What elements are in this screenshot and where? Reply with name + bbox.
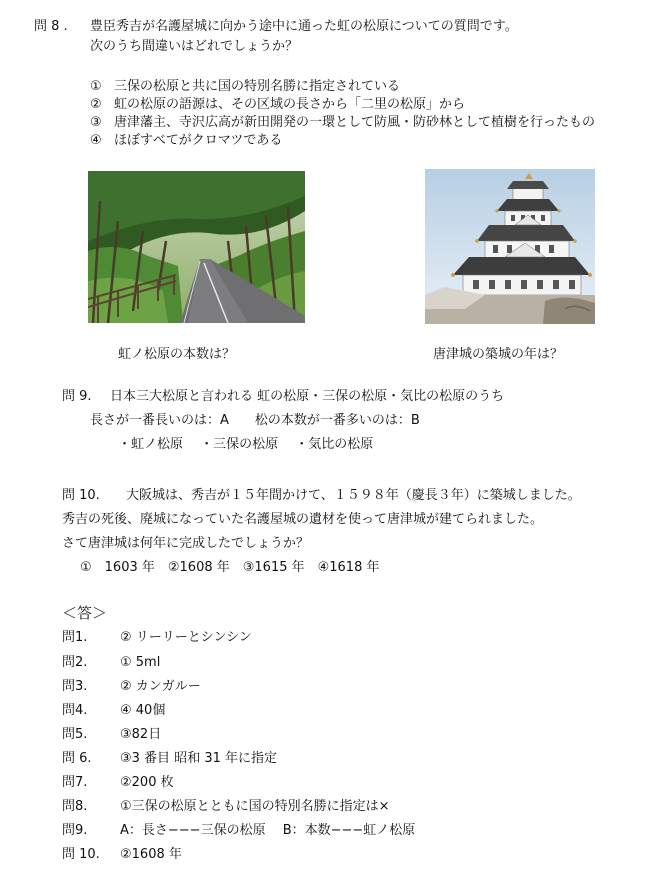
answer-row — [62, 774, 174, 792]
option-text: 虹の松原の語源は、その区域の長さから「二里の松原」から — [114, 97, 466, 112]
answer-text: ②200 枚 — [120, 775, 174, 790]
answer-row — [62, 702, 165, 720]
q10-line2: 秀吉の死後、廃城になっていた名護屋城の遺材を使って唐津城が建てられました。 — [62, 512, 544, 527]
q10-line3: さて唐津城は何年に完成したでしょうか？ — [62, 536, 310, 551]
answer-text: ②1608 年 — [120, 847, 182, 862]
q8-option-2 — [90, 96, 465, 114]
answer-question: 問8. — [62, 799, 88, 814]
option-number: ② — [90, 97, 102, 112]
q9-number: 問 9. — [62, 389, 92, 404]
answer-text: ④ 40個 — [120, 703, 166, 718]
option-text: 唐津藩主、寺沢広高が新田開発の一環として防風・防砂林として植樹を行ったもの — [114, 115, 596, 130]
q9-line1: 日本三大松原と言われる 虹の松原・三保の松原・気比の松原のうち — [110, 389, 505, 404]
answer-question: 問5. — [62, 727, 88, 742]
pine-photo-caption: 虹ノ松原の本数は？ — [118, 347, 236, 362]
answer-row — [62, 726, 161, 744]
answer-text: ①三保の松原とともに国の特別名勝に指定は× — [120, 799, 390, 814]
q8-number: 問 8 . — [34, 19, 68, 34]
karatsu-castle-photo — [425, 169, 595, 324]
q9-choices: ・虹ノ松原 ・三保の松原 ・気比の松原 — [118, 437, 374, 452]
q8-option-1 — [90, 78, 400, 96]
answer-text: ③3 番目 昭和 31 年に指定 — [120, 751, 277, 766]
answer-row — [62, 750, 277, 768]
answer-text: A：長さ−−−三保の松原 B：本数−−−虹ノ松原 — [120, 823, 416, 838]
q8-option-3 — [90, 114, 595, 132]
answer-question: 問2. — [62, 655, 88, 670]
option-text: ほぼすべてがクロマツである — [114, 133, 283, 148]
pine-road-photo — [88, 171, 305, 323]
answer-text: ② カンガルー — [120, 679, 201, 694]
answer-text: ② リーリーとシンシン — [120, 630, 252, 645]
q9-line2: 長さが一番長いのは：A 松の本数が一番多いのは：B — [90, 413, 420, 428]
answer-question: 問4. — [62, 703, 88, 718]
answer-row — [62, 654, 160, 672]
q10-number: 問 10. — [62, 488, 100, 503]
answers-heading: ＜答＞ — [62, 604, 108, 622]
answer-row — [62, 629, 252, 647]
answer-row — [62, 678, 201, 696]
castle-photo-caption: 唐津城の築城の年は？ — [433, 347, 564, 362]
q10-line1: 大阪城は、秀吉が１５年間かけて、１５９８年（慶長３年）に築城しました。 — [126, 488, 581, 503]
option-number: ③ — [90, 115, 102, 130]
answer-text: ③82日 — [120, 727, 162, 742]
q8-question-line1: 豊臣秀吉が名護屋城に向かう途中に通った虹の松原についての質問です。 — [90, 19, 518, 34]
answer-row — [62, 798, 390, 816]
answer-text: ① 5ml — [120, 655, 161, 670]
q10-choices: ① 1603 年 ②1608 年 ③1615 年 ④1618 年 — [80, 560, 380, 575]
answer-question: 問1. — [62, 630, 88, 645]
q8-option-4 — [90, 132, 282, 150]
answer-question: 問 6. — [62, 751, 92, 766]
option-number: ① — [90, 79, 102, 94]
answer-question: 問 10. — [62, 847, 100, 862]
option-number: ④ — [90, 133, 102, 148]
answer-question: 問3. — [62, 679, 88, 694]
q8-question-line2: 次のうち間違いはどれでしょうか？ — [90, 39, 299, 54]
option-text: 三保の松原と共に国の特別名勝に指定されている — [114, 79, 401, 94]
answer-question: 問9. — [62, 823, 88, 838]
answer-row — [62, 822, 415, 840]
answer-row — [62, 846, 182, 864]
answer-question: 問7. — [62, 775, 88, 790]
